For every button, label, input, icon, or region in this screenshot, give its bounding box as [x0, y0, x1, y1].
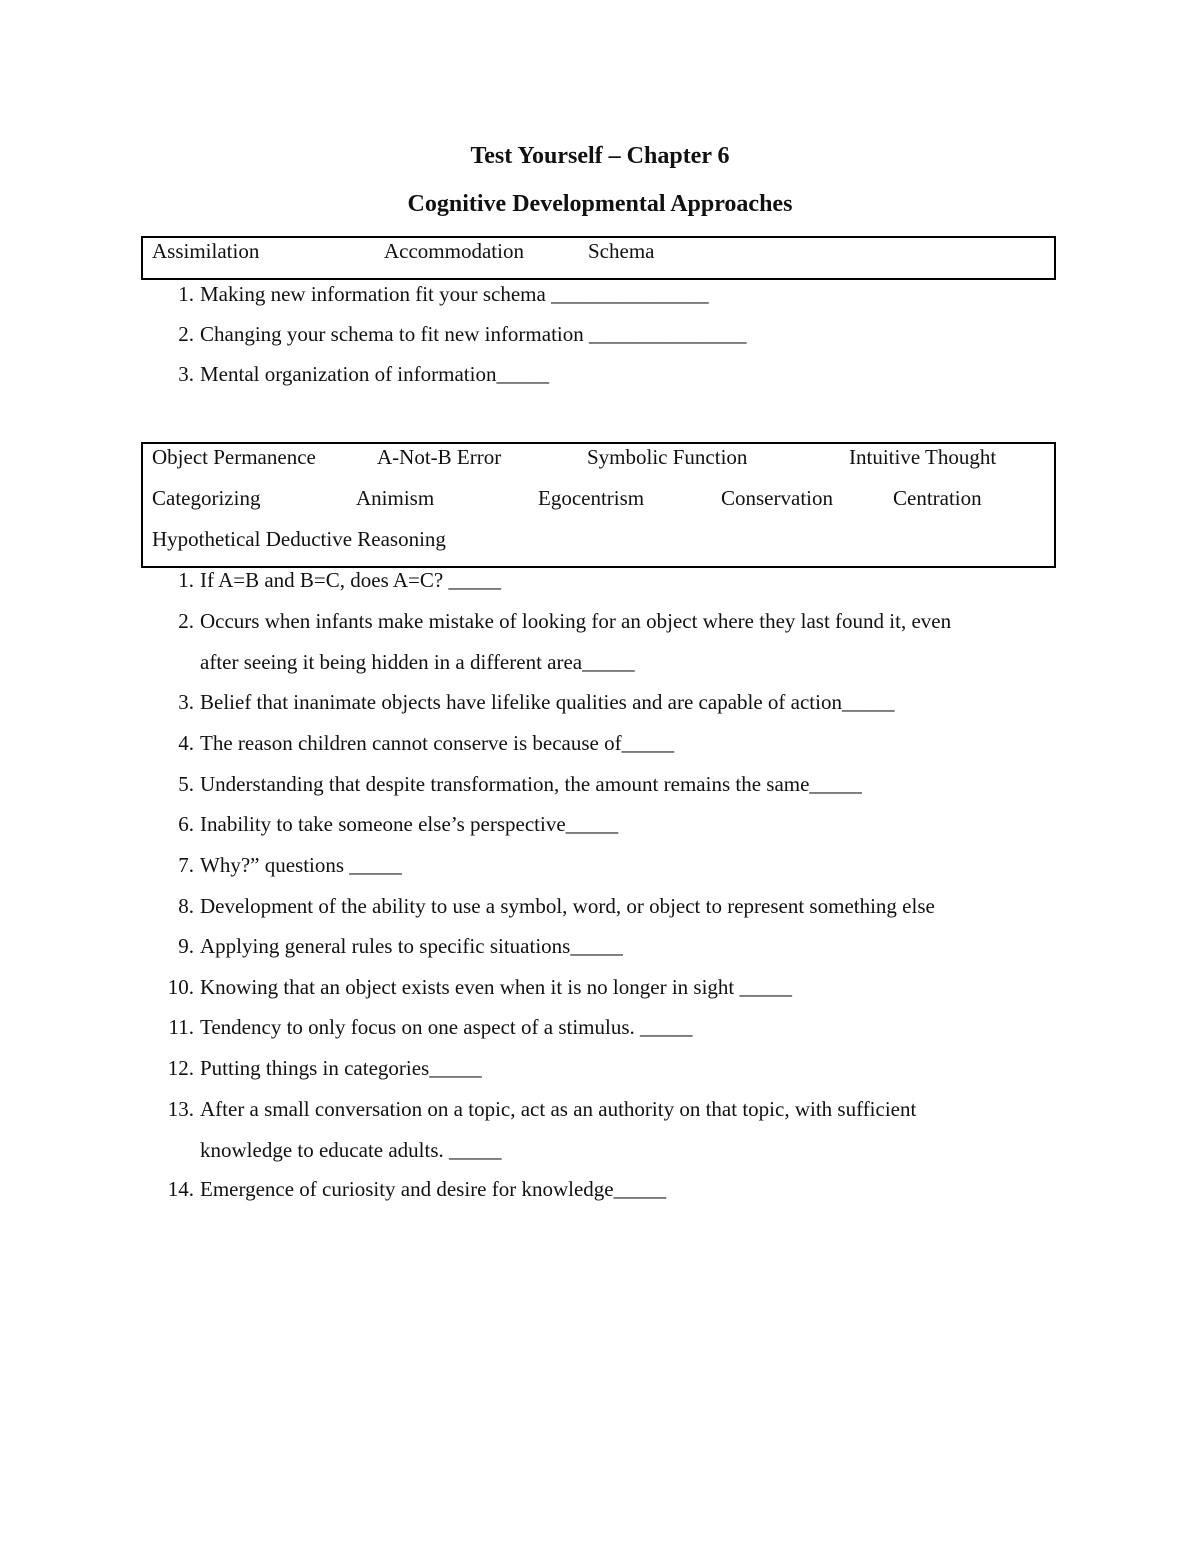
word-bank-term: Categorizing: [152, 486, 261, 510]
word-bank-term: Schema: [588, 239, 655, 263]
question-text: Understanding that despite transformation, the amount remains the same_____: [200, 772, 862, 796]
question-number: 1.: [178, 282, 194, 306]
question-number: 3.: [178, 362, 194, 386]
question-text: Tendency to only focus on one aspect of a stimulus. _____: [200, 1015, 693, 1039]
word-bank-term: Assimilation: [152, 239, 260, 263]
word-bank-term: Hypothetical Deductive Reasoning: [152, 527, 446, 551]
question-number: 4.: [178, 731, 194, 755]
question-text: If A=B and B=C, does A=C? _____: [200, 568, 501, 592]
page-title: Test Yourself – Chapter 6: [470, 143, 730, 169]
word-bank-term: Accommodation: [384, 239, 524, 263]
question-number: 9.: [178, 934, 194, 958]
question-text: knowledge to educate adults. _____: [200, 1137, 502, 1162]
question-number: 14.: [167, 1177, 194, 1201]
word-bank-term: Intuitive Thought: [849, 445, 997, 469]
word-bank-term: Egocentrism: [538, 486, 645, 510]
question-number: 6.: [178, 812, 194, 836]
question-text: Mental organization of information_____: [200, 362, 549, 386]
word-bank-term: Symbolic Function: [587, 445, 748, 469]
question-number: 3.: [178, 690, 194, 714]
question-text: Putting things in categories_____: [200, 1056, 482, 1080]
question-text: Inability to take someone else’s perspective_____: [200, 812, 619, 836]
word-bank-term: Conservation: [721, 486, 833, 510]
question-text: Emergence of curiosity and desire for knowledge_____: [200, 1177, 667, 1201]
question-text: Belief that inanimate objects have lifelike qualities and are capable of action_____: [200, 690, 895, 714]
question-text: After a small conversation on a topic, act as an authority on that topic, with sufficient: [200, 1097, 917, 1121]
question-number: 5.: [178, 772, 194, 796]
question-number: 2.: [178, 322, 194, 346]
question-text: Making new information fit your schema _______________: [200, 282, 709, 306]
page-subtitle: Cognitive Developmental Approaches: [407, 191, 793, 217]
question-number: 1.: [178, 568, 194, 592]
question-text: Why?” questions _____: [200, 853, 402, 877]
question-number: 7.: [178, 853, 194, 877]
question-text: Changing your schema to fit new information _______________: [200, 322, 747, 346]
question-text: Occurs when infants make mistake of looking for an object where they last found it, even: [200, 609, 952, 633]
word-bank-term: Object Permanence: [152, 445, 316, 469]
question-number: 11.: [168, 1015, 194, 1039]
word-bank-term: Animism: [356, 486, 435, 510]
question-number: 8.: [178, 894, 194, 918]
question-text: Development of the ability to use a symbol, word, or object to represent something else: [200, 894, 935, 918]
question-number: 12.: [167, 1056, 194, 1080]
question-text: Knowing that an object exists even when it is no longer in sight _____: [200, 975, 792, 999]
word-bank-term: Centration: [893, 486, 982, 510]
question-number: 13.: [167, 1097, 194, 1121]
question-text: Applying general rules to specific situations_____: [200, 934, 623, 958]
question-text: after seeing it being hidden in a different area_____: [200, 649, 635, 674]
word-bank-term: A-Not-B Error: [377, 445, 502, 469]
question-text: The reason children cannot conserve is because of_____: [200, 731, 675, 755]
question-number: 2.: [178, 609, 194, 633]
question-number: 10.: [167, 975, 194, 999]
